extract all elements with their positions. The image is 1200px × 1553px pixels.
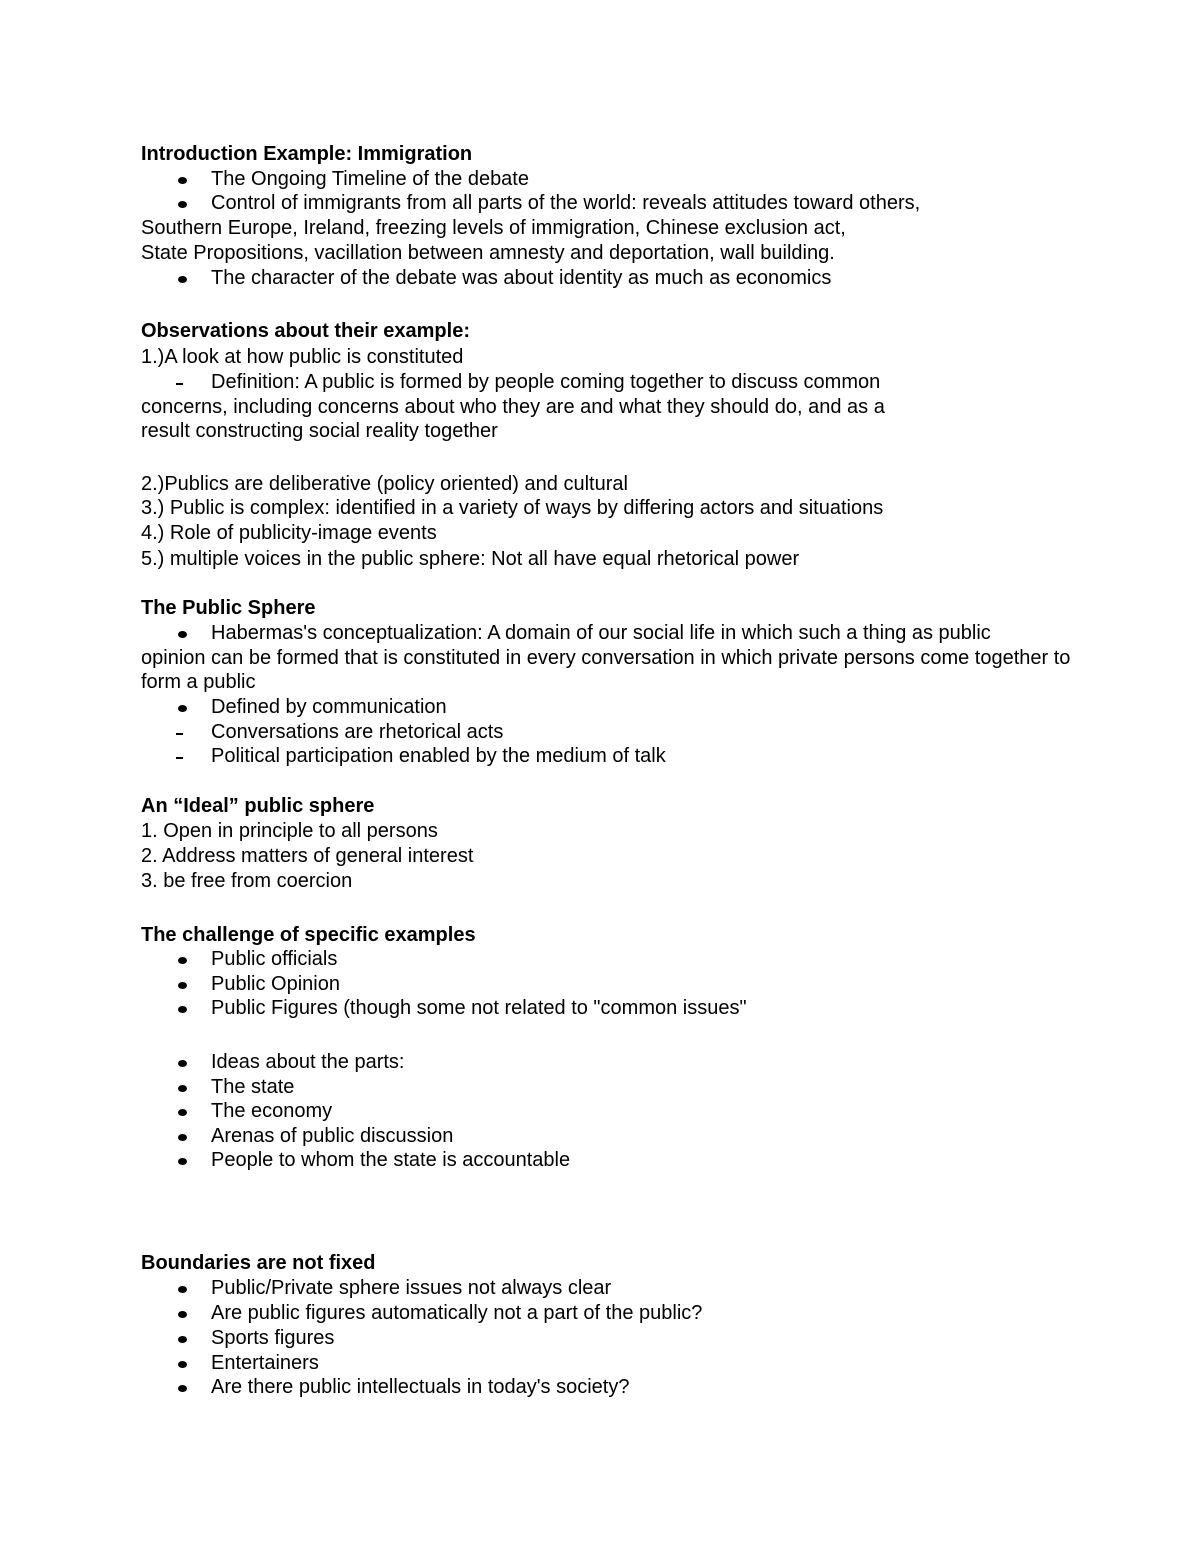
heading-boundaries: Boundaries are not fixed (141, 1252, 376, 1274)
ideal-item-3: 3. be free from coercion (141, 870, 353, 892)
challenge-bullet-5: The state (211, 1076, 295, 1098)
dash-icon (176, 383, 183, 385)
bullet-icon (178, 1006, 187, 1013)
bullet-icon (178, 177, 187, 184)
challenge-bullet-2: Public Opinion (211, 973, 340, 995)
public-sphere-bullet-1-continued: opinion can be formed that is constituted in every conversation in which private persons come together to (141, 647, 1071, 669)
bullet-icon (178, 1286, 187, 1293)
challenge-bullet-3: Public Figures (though some not related to "common issues" (211, 997, 747, 1019)
bullet-icon (178, 957, 187, 964)
bullet-icon (178, 1385, 187, 1392)
heading-ideal-public-sphere: An “Ideal” public sphere (141, 795, 375, 817)
bullet-icon (178, 1134, 187, 1141)
heading-public-sphere: The Public Sphere (141, 597, 316, 619)
heading-observations: Observations about their example: (141, 320, 470, 342)
challenge-bullet-7: Arenas of public discussion (211, 1125, 454, 1147)
observation-4: 4.) Role of publicity-image events (141, 522, 437, 544)
bullet-icon (178, 1085, 187, 1092)
ideal-item-2: 2. Address matters of general interest (141, 845, 474, 867)
intro-bullet-2: Control of immigrants from all parts of the world: reveals attitudes toward others, (211, 192, 921, 214)
observation-3: 3.) Public is complex: identified in a variety of ways by differing actors and situations (141, 497, 884, 519)
dash-icon (176, 757, 183, 759)
definition-item: Definition: A public is formed by people coming together to discuss common (211, 371, 881, 393)
public-sphere-bullet-1: Habermas's conceptualization: A domain of our social life in which such a thing as public (211, 622, 991, 644)
bullet-icon (178, 1336, 187, 1343)
bullet-icon (178, 1109, 187, 1116)
boundaries-bullet-3: Sports figures (211, 1327, 335, 1349)
challenge-bullet-6: The economy (211, 1100, 333, 1122)
definition-continued: concerns, including concerns about who they are and what they should do, and as a (141, 396, 885, 418)
public-sphere-dash-2: Political participation enabled by the medium of talk (211, 745, 666, 767)
challenge-bullet-4: Ideas about the parts: (211, 1051, 405, 1073)
boundaries-bullet-1: Public/Private sphere issues not always clear (211, 1277, 612, 1299)
observation-2: 2.)Publics are deliberative (policy oriented) and cultural (141, 473, 628, 495)
bullet-icon (178, 201, 187, 208)
public-sphere-bullet-2: Defined by communication (211, 696, 447, 718)
observation-5: 5.) multiple voices in the public sphere: Not all have equal rhetorical power (141, 548, 800, 570)
ideal-item-1: 1. Open in principle to all persons (141, 820, 438, 842)
bullet-icon (178, 631, 187, 638)
intro-bullet-2-continued: State Propositions, vacillation between amnesty and deportation, wall building. (141, 242, 835, 264)
bullet-icon (178, 1311, 187, 1318)
boundaries-bullet-4: Entertainers (211, 1352, 319, 1374)
definition-continued: result constructing social reality together (141, 420, 498, 442)
bullet-icon (178, 1060, 187, 1067)
challenge-bullet-1: Public officials (211, 948, 338, 970)
boundaries-bullet-5: Are there public intellectuals in today's society? (211, 1376, 630, 1398)
challenge-bullet-8: People to whom the state is accountable (211, 1149, 571, 1171)
heading-introduction: Introduction Example: Immigration (141, 143, 473, 165)
bullet-icon (178, 276, 187, 283)
intro-bullet-3: The character of the debate was about identity as much as economics (211, 267, 832, 289)
heading-challenge: The challenge of specific examples (141, 924, 476, 946)
intro-bullet-1: The Ongoing Timeline of the debate (211, 168, 529, 190)
bullet-icon (178, 1361, 187, 1368)
public-sphere-bullet-1-continued: form a public (141, 671, 256, 693)
public-sphere-dash-1: Conversations are rhetorical acts (211, 721, 504, 743)
bullet-icon (178, 705, 187, 712)
dash-icon (176, 733, 183, 735)
observation-1: 1.)A look at how public is constituted (141, 346, 464, 368)
bullet-icon (178, 1158, 187, 1165)
intro-bullet-2-continued: Southern Europe, Ireland, freezing levels of immigration, Chinese exclusion act, (141, 217, 846, 239)
boundaries-bullet-2: Are public figures automatically not a part of the public? (211, 1302, 703, 1324)
bullet-icon (178, 982, 187, 989)
